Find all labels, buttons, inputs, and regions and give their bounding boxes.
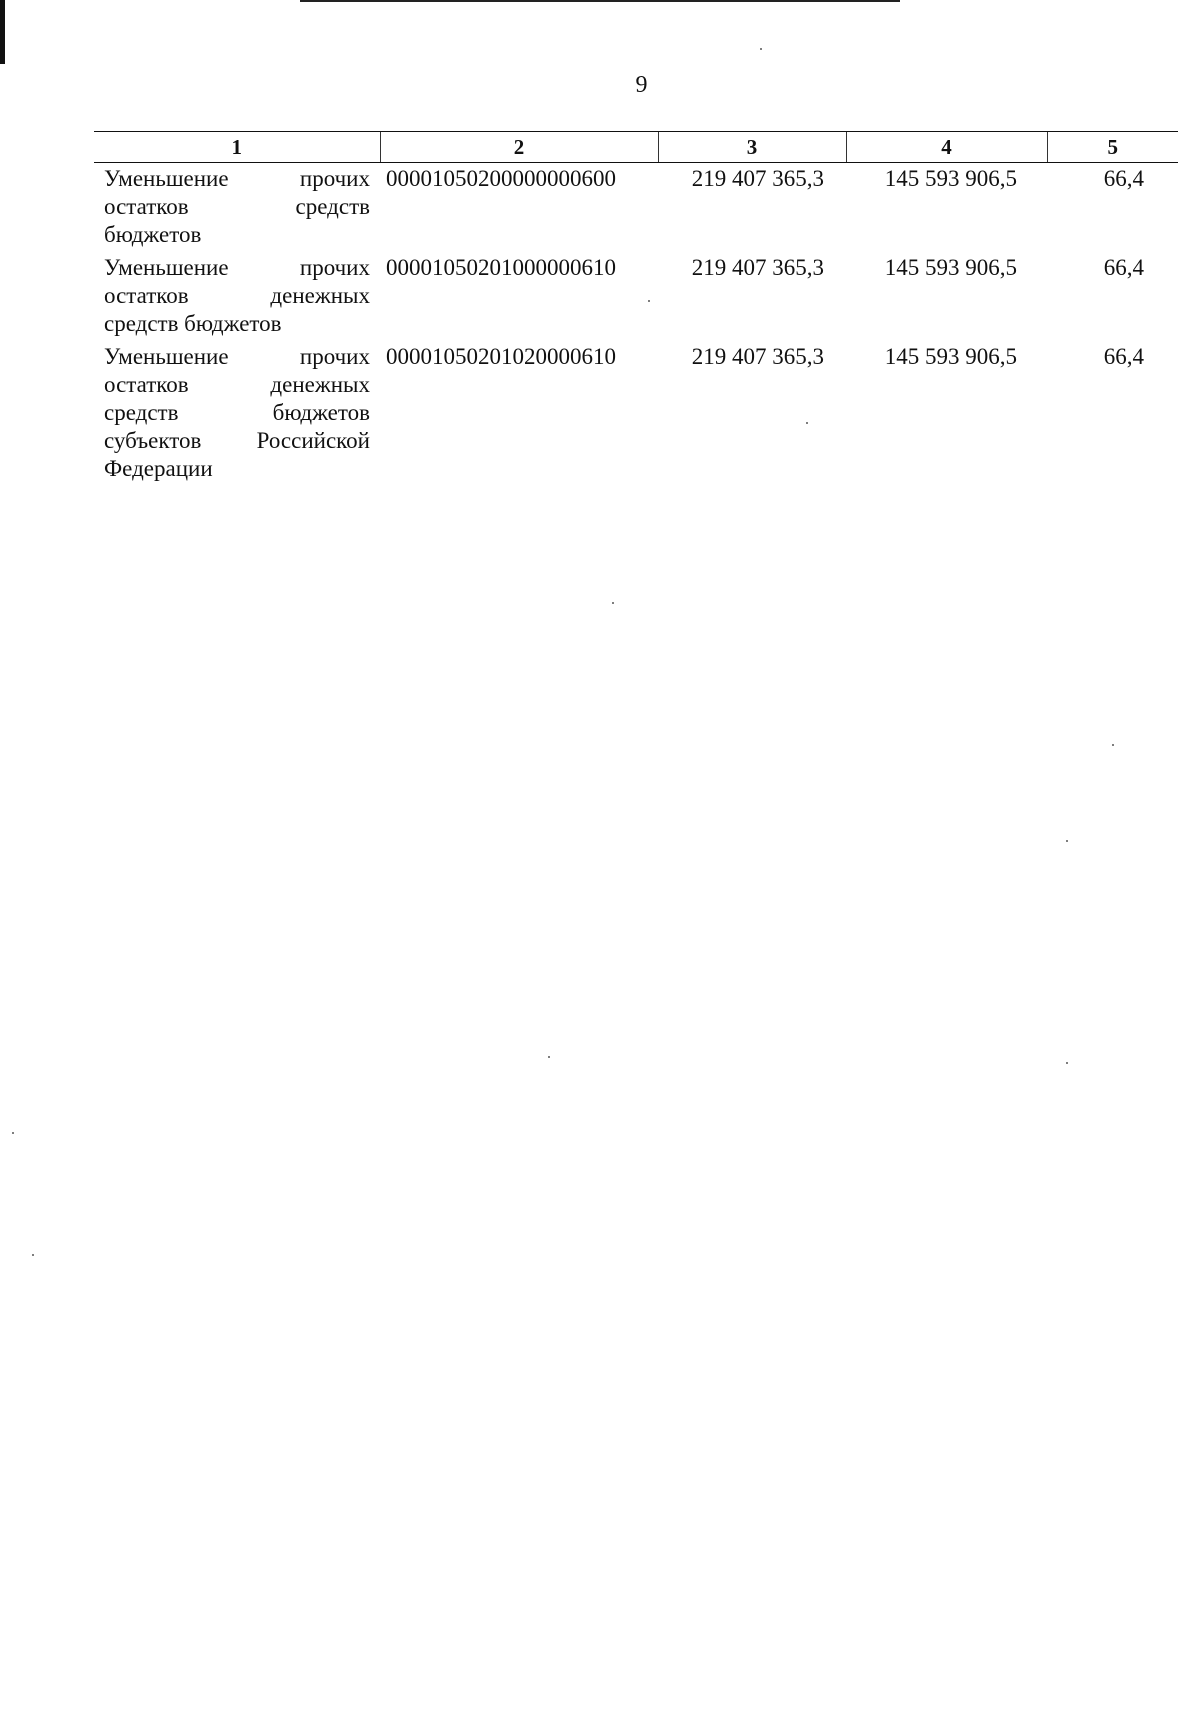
row-name: Уменьшение прочих остатков денежных средств бюджетов (104, 255, 370, 336)
row-plan: 219 407 365,3 (691, 255, 824, 280)
row-executed: 145 593 906,5 (884, 344, 1017, 369)
header-col-2: 2 (380, 132, 658, 163)
row-name: Уменьшение прочих остатков средств бюджетов (104, 166, 370, 247)
header-col-5: 5 (1047, 132, 1178, 163)
scan-speck (548, 1056, 550, 1058)
scan-edge-top (300, 0, 900, 2)
header-col-4: 4 (846, 132, 1047, 163)
table-body (94, 163, 1178, 489)
header-col-3: 3 (658, 132, 846, 163)
budget-table (94, 131, 1178, 488)
scan-speck (648, 300, 650, 302)
row-percent: 66,4 (1103, 166, 1144, 191)
row-percent: 66,4 (1103, 344, 1144, 369)
row-percent: 66,4 (1103, 255, 1144, 280)
scan-speck (612, 602, 614, 604)
table-row (94, 163, 1178, 255)
scan-speck (32, 1254, 34, 1256)
header-row (94, 132, 1178, 163)
row-code: 00001050201020000610 (386, 344, 616, 369)
scan-speck (760, 48, 762, 50)
scan-speck (1112, 744, 1114, 746)
row-executed: 145 593 906,5 (884, 166, 1017, 191)
scan-speck (806, 422, 808, 424)
scan-speck (12, 1132, 14, 1134)
row-name: Уменьшение прочих остатков денежных средств бюджетов субъектов Российской Федерации (104, 344, 370, 481)
scan-speck (1066, 840, 1068, 842)
table-row (94, 343, 1178, 488)
row-executed: 145 593 906,5 (884, 255, 1017, 280)
page-number: 9 (635, 72, 648, 98)
table-header (94, 132, 1178, 163)
row-plan: 219 407 365,3 (691, 166, 824, 191)
scan-speck (1066, 1062, 1068, 1064)
row-code: 00001050200000000600 (386, 166, 616, 191)
header-col-1: 1 (94, 132, 380, 163)
table-row (94, 254, 1178, 343)
scan-edge-left (0, 0, 5, 64)
row-plan: 219 407 365,3 (691, 344, 824, 369)
row-code: 00001050201000000610 (386, 255, 616, 280)
